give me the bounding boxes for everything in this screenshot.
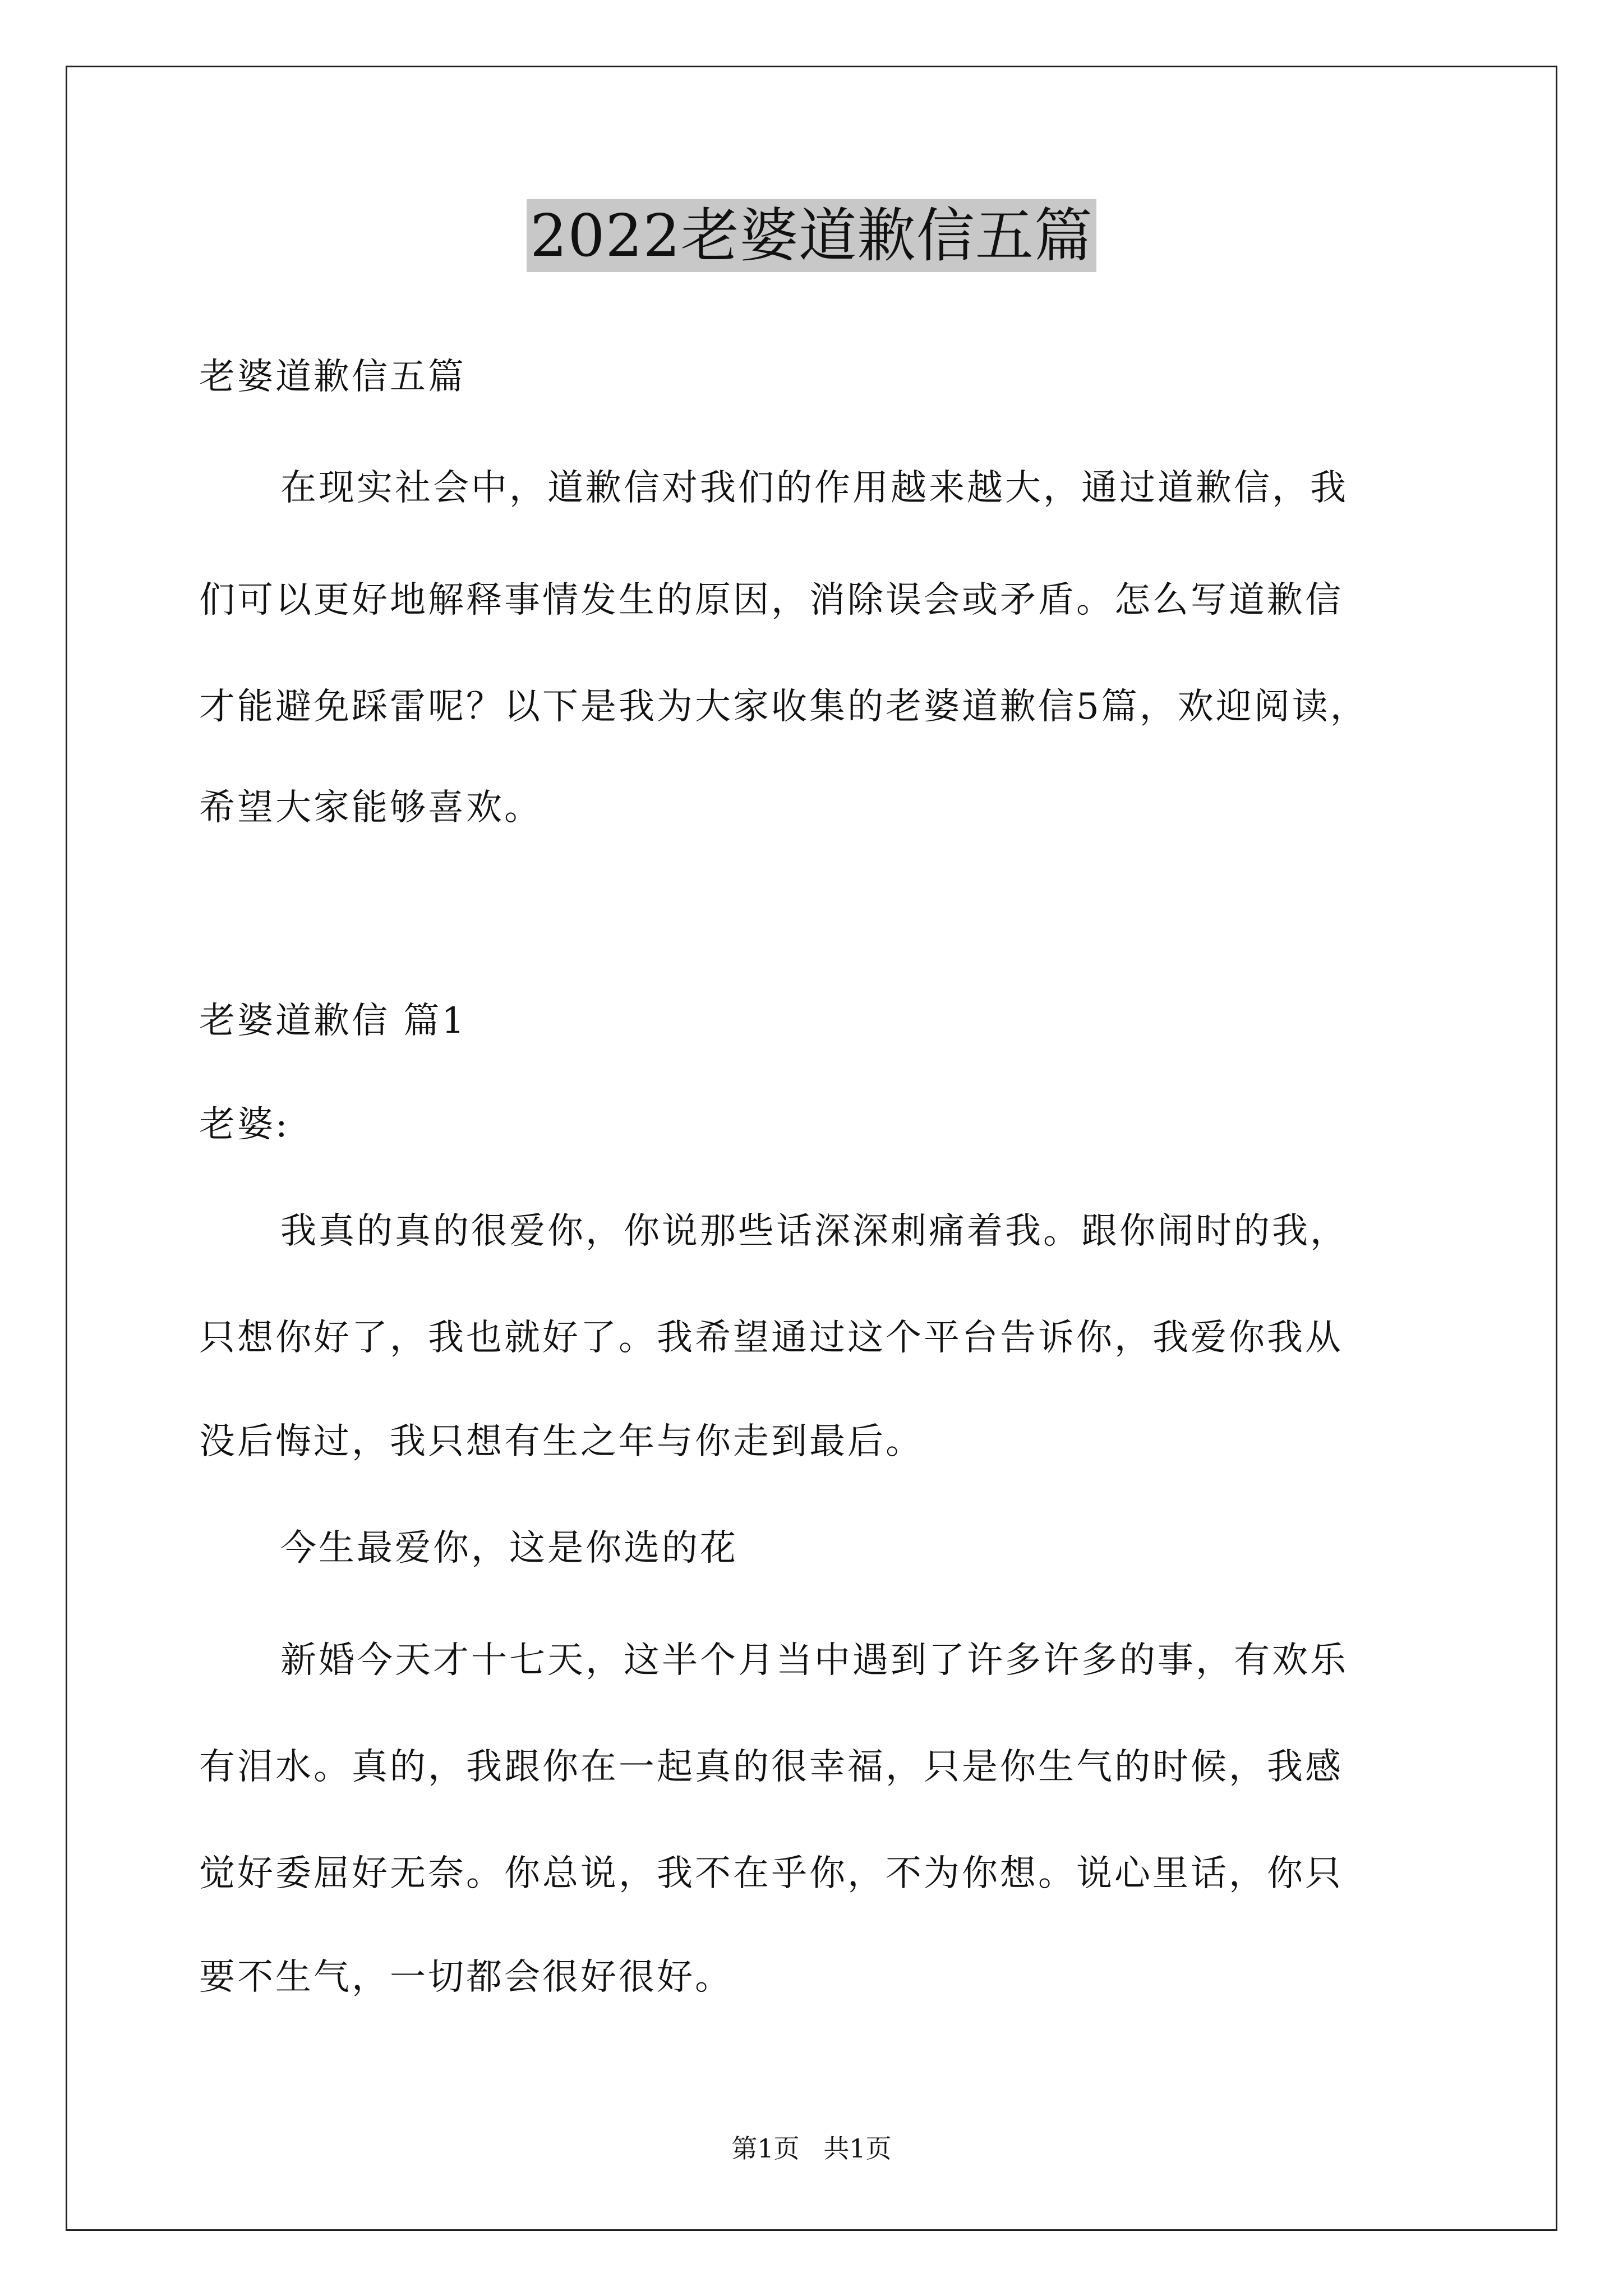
paragraph-line: 觉好委屈好无奈。你总说，我不在乎你，不为你想。说心里话，你只 <box>199 1853 1343 1894</box>
paragraph-line: 我真的真的很爱你，你说那些话深深刺痛着我。跟你闹时的我， <box>280 1211 1348 1252</box>
paragraph-line: 新婚今天才十七天，这半个月当中遇到了许多许多的事，有欢乐 <box>280 1640 1348 1681</box>
title-container <box>0 199 1623 272</box>
page-total: 共1页 <box>823 2133 892 2164</box>
intro-line: 希望大家能够喜欢。 <box>199 787 542 829</box>
salutation: 老婆: <box>199 1104 290 1145</box>
paragraph-line: 要不生气，一切都会很好很好。 <box>199 1957 733 1998</box>
section-heading: 老婆道歉信 篇1 <box>199 1000 467 1042</box>
paragraph-line: 没后悔过，我只想有生之年与你走到最后。 <box>199 1421 924 1462</box>
page-number: 第1页 <box>731 2133 800 2164</box>
paragraph-line: 今生最爱你，这是你选的花 <box>280 1527 738 1569</box>
document-subtitle: 老婆道歉信五篇 <box>199 356 466 398</box>
document-title: 2022老婆道歉信五篇 <box>527 199 1096 272</box>
paragraph-line: 有泪水。真的，我跟你在一起真的很幸福，只是你生气的时候，我感 <box>199 1746 1343 1788</box>
intro-line: 们可以更好地解释事情发生的原因，消除误会或矛盾。怎么写道歉信 <box>199 579 1343 621</box>
page-footer <box>0 2132 1623 2165</box>
intro-line: 在现实社会中，道歉信对我们的作用越来越大，通过道歉信，我 <box>280 467 1348 509</box>
intro-line: 才能避免踩雷呢？以下是我为大家收集的老婆道歉信5篇，欢迎阅读， <box>199 686 1368 728</box>
paragraph-line: 只想你好了，我也就好了。我希望通过这个平台告诉你，我爱你我从 <box>199 1317 1343 1359</box>
